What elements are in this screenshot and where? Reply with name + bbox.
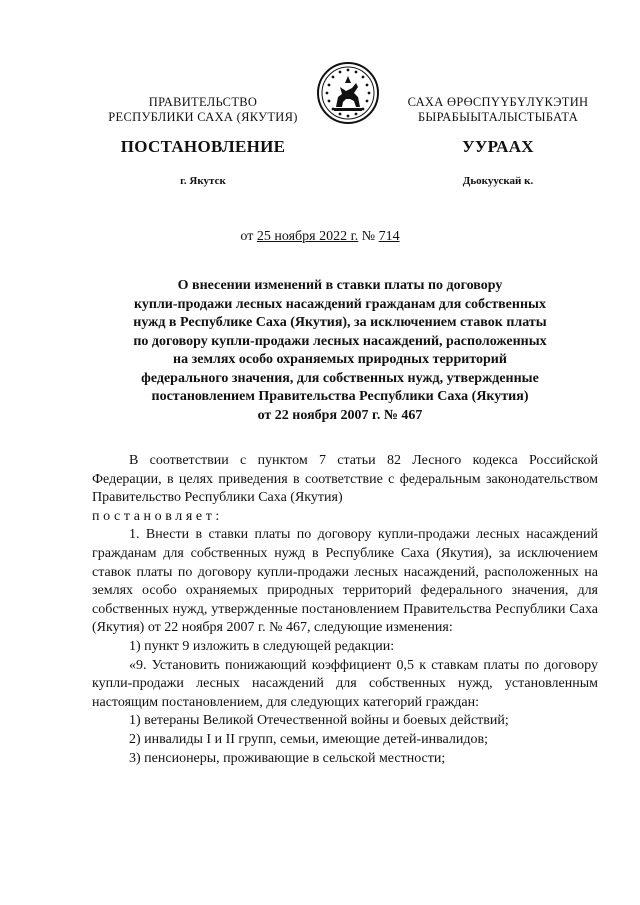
government-line-2-yakut: БЫРАБЫЫТАЛЫСТЫБАТА [417, 110, 579, 124]
government-line-1-yakut: САХА ӨРӨСПҮҮБҮЛҮКЭТИН [407, 95, 589, 109]
category-item: 1) ветераны Великой Отечественной войны и боевых действий; [129, 713, 509, 729]
heading-line: постановлением Правительства Республики Саха (Якутия) [151, 389, 529, 404]
item-1-paragraph: 1. Внести в ставки платы по договору купли-продажи лесных насаждений гражданам для собственных нужд в Республике Саха (Якутия), за исключением ставок платы по договору купли-продажи лесных насаждений, расположенных на землях особо охраняемых природных территорий федерального значения, для собственных нужд, утвержденные постановлением Правительства Республики Саха (Якутия) от 22 ноября 2007 г. № 467, следующие изменения: [92, 527, 598, 636]
city-russian: г. Якутск [180, 175, 226, 187]
heading-line: О внесении изменений в ставки платы по договору [177, 278, 503, 293]
document-type-yakut: УУРААХ [462, 137, 534, 156]
subitem-paragraph: 1) пункт 9 изложить в следующей редакции: [129, 638, 395, 654]
document-number: 714 [378, 229, 400, 244]
sakha-coat-of-arms-icon [316, 61, 380, 125]
number-prefix: № [358, 229, 379, 244]
category-item: 2) инвалиды I и II групп, семьи, имеющие детей-инвалидов; [129, 731, 488, 747]
document-type-russian: ПОСТАНОВЛЕНИЕ [120, 137, 286, 156]
document-date: 25 ноября 2022 г. [256, 229, 359, 244]
heading-line: по договору купли-продажи лесных насаждений, расположенных [133, 333, 547, 349]
heading-line: купли-продажи лесных насаждений гражданам для собственных [134, 296, 546, 312]
preamble-paragraph: В соответствии с пунктом 7 статьи 82 Лесного кодекса Российской Федерации, в целях приведения в соответствие с федеральным законодательством Правительство Республики Саха (Якутия) [92, 453, 598, 506]
heading-line: нужд в Республике Саха (Якутия), за исключением ставок платы [133, 315, 547, 330]
heading-line: от 22 ноября 2007 г. № 467 [257, 407, 423, 423]
government-line-2: РЕСПУБЛИКИ САХА (ЯКУТИЯ) [108, 110, 298, 124]
government-name-russian [108, 95, 298, 125]
city-yakut: Дьокуускай к. [462, 175, 534, 187]
quoted-paragraph: «9. Установить понижающий коэффициент 0,5 к ставкам платы по договору купли-продажи лесных насаждений для собственных нужд, установленным настоящим постановлением, для следующих категорий граждан: [92, 657, 598, 710]
document-heading [105, 277, 575, 425]
government-name-yakut [398, 95, 598, 125]
decree-word: постановляет: [92, 508, 223, 524]
document-body [92, 452, 598, 768]
date-prefix: от [240, 229, 257, 244]
heading-line: на землях особо охраняемых природных территорий [173, 352, 507, 367]
document-date-number [0, 229, 640, 245]
category-item: 3) пенсионеры, проживающие в сельской местности; [129, 750, 446, 766]
heading-line: федерального значения, для собственных нужд, утвержденные [141, 370, 539, 386]
government-line-1: ПРАВИТЕЛЬСТВО [148, 95, 258, 109]
